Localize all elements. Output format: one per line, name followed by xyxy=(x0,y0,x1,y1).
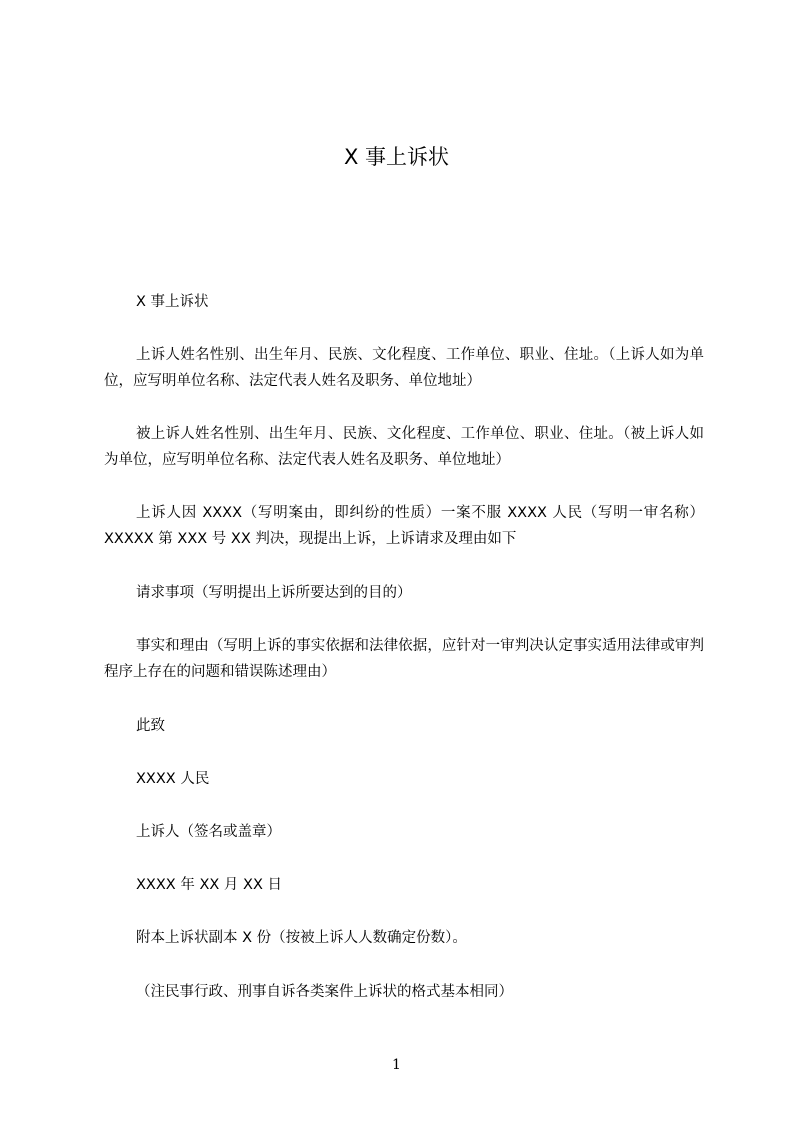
paragraph-salutation: 此致 xyxy=(136,718,165,734)
paragraph-court: XXXX 人民 xyxy=(136,771,210,787)
paragraph-appellant: 上诉人姓名性别、出生年月、民族、文化程度、工作单位、职业、住址。（上诉人如为单位，应写明单位名称、法定代表人姓名及职务、单位地址） xyxy=(104,347,704,389)
paragraph-appellee: 被上诉人姓名性别、出生年月、民族、文化程度、工作单位、职业、住址。（被上诉人如为单位，应写明单位名称、法定代表人姓名及职务、单位地址） xyxy=(104,426,704,468)
paragraph-claims: 请求事项（写明提出上诉所要达到的目的） xyxy=(136,585,412,601)
paragraph-signature: 上诉人（签名或盖章） xyxy=(136,824,281,840)
paragraph-facts-reasons: 事实和理由（写明上诉的事实依据和法律依据，应针对一审判决认定事实适用法律或审判程序上存在的问题和错误陈述理由） xyxy=(104,638,704,680)
paragraph-note: （注民事行政、刑事自诉各类案件上诉状的格式基本相同） xyxy=(136,984,513,1000)
document-title: X 事上诉状 xyxy=(343,145,450,169)
paragraph-heading: X 事上诉状 xyxy=(136,294,209,310)
paragraph-attachment: 附本上诉状副本 X 份（按被上诉人人数确定份数）。 xyxy=(136,930,467,946)
page-number: 1 xyxy=(392,1057,401,1073)
paragraph-case-statement: 上诉人因 XXXX（写明案由，即纠纷的性质）一案不服 XXXX 人民（写明一审名称）XXXXX 第 XXX 号 XX 判决，现提出上诉，上诉请求及理由如下 xyxy=(104,505,704,547)
paragraph-date: XXXX 年 XX 月 XX 日 xyxy=(136,877,283,893)
